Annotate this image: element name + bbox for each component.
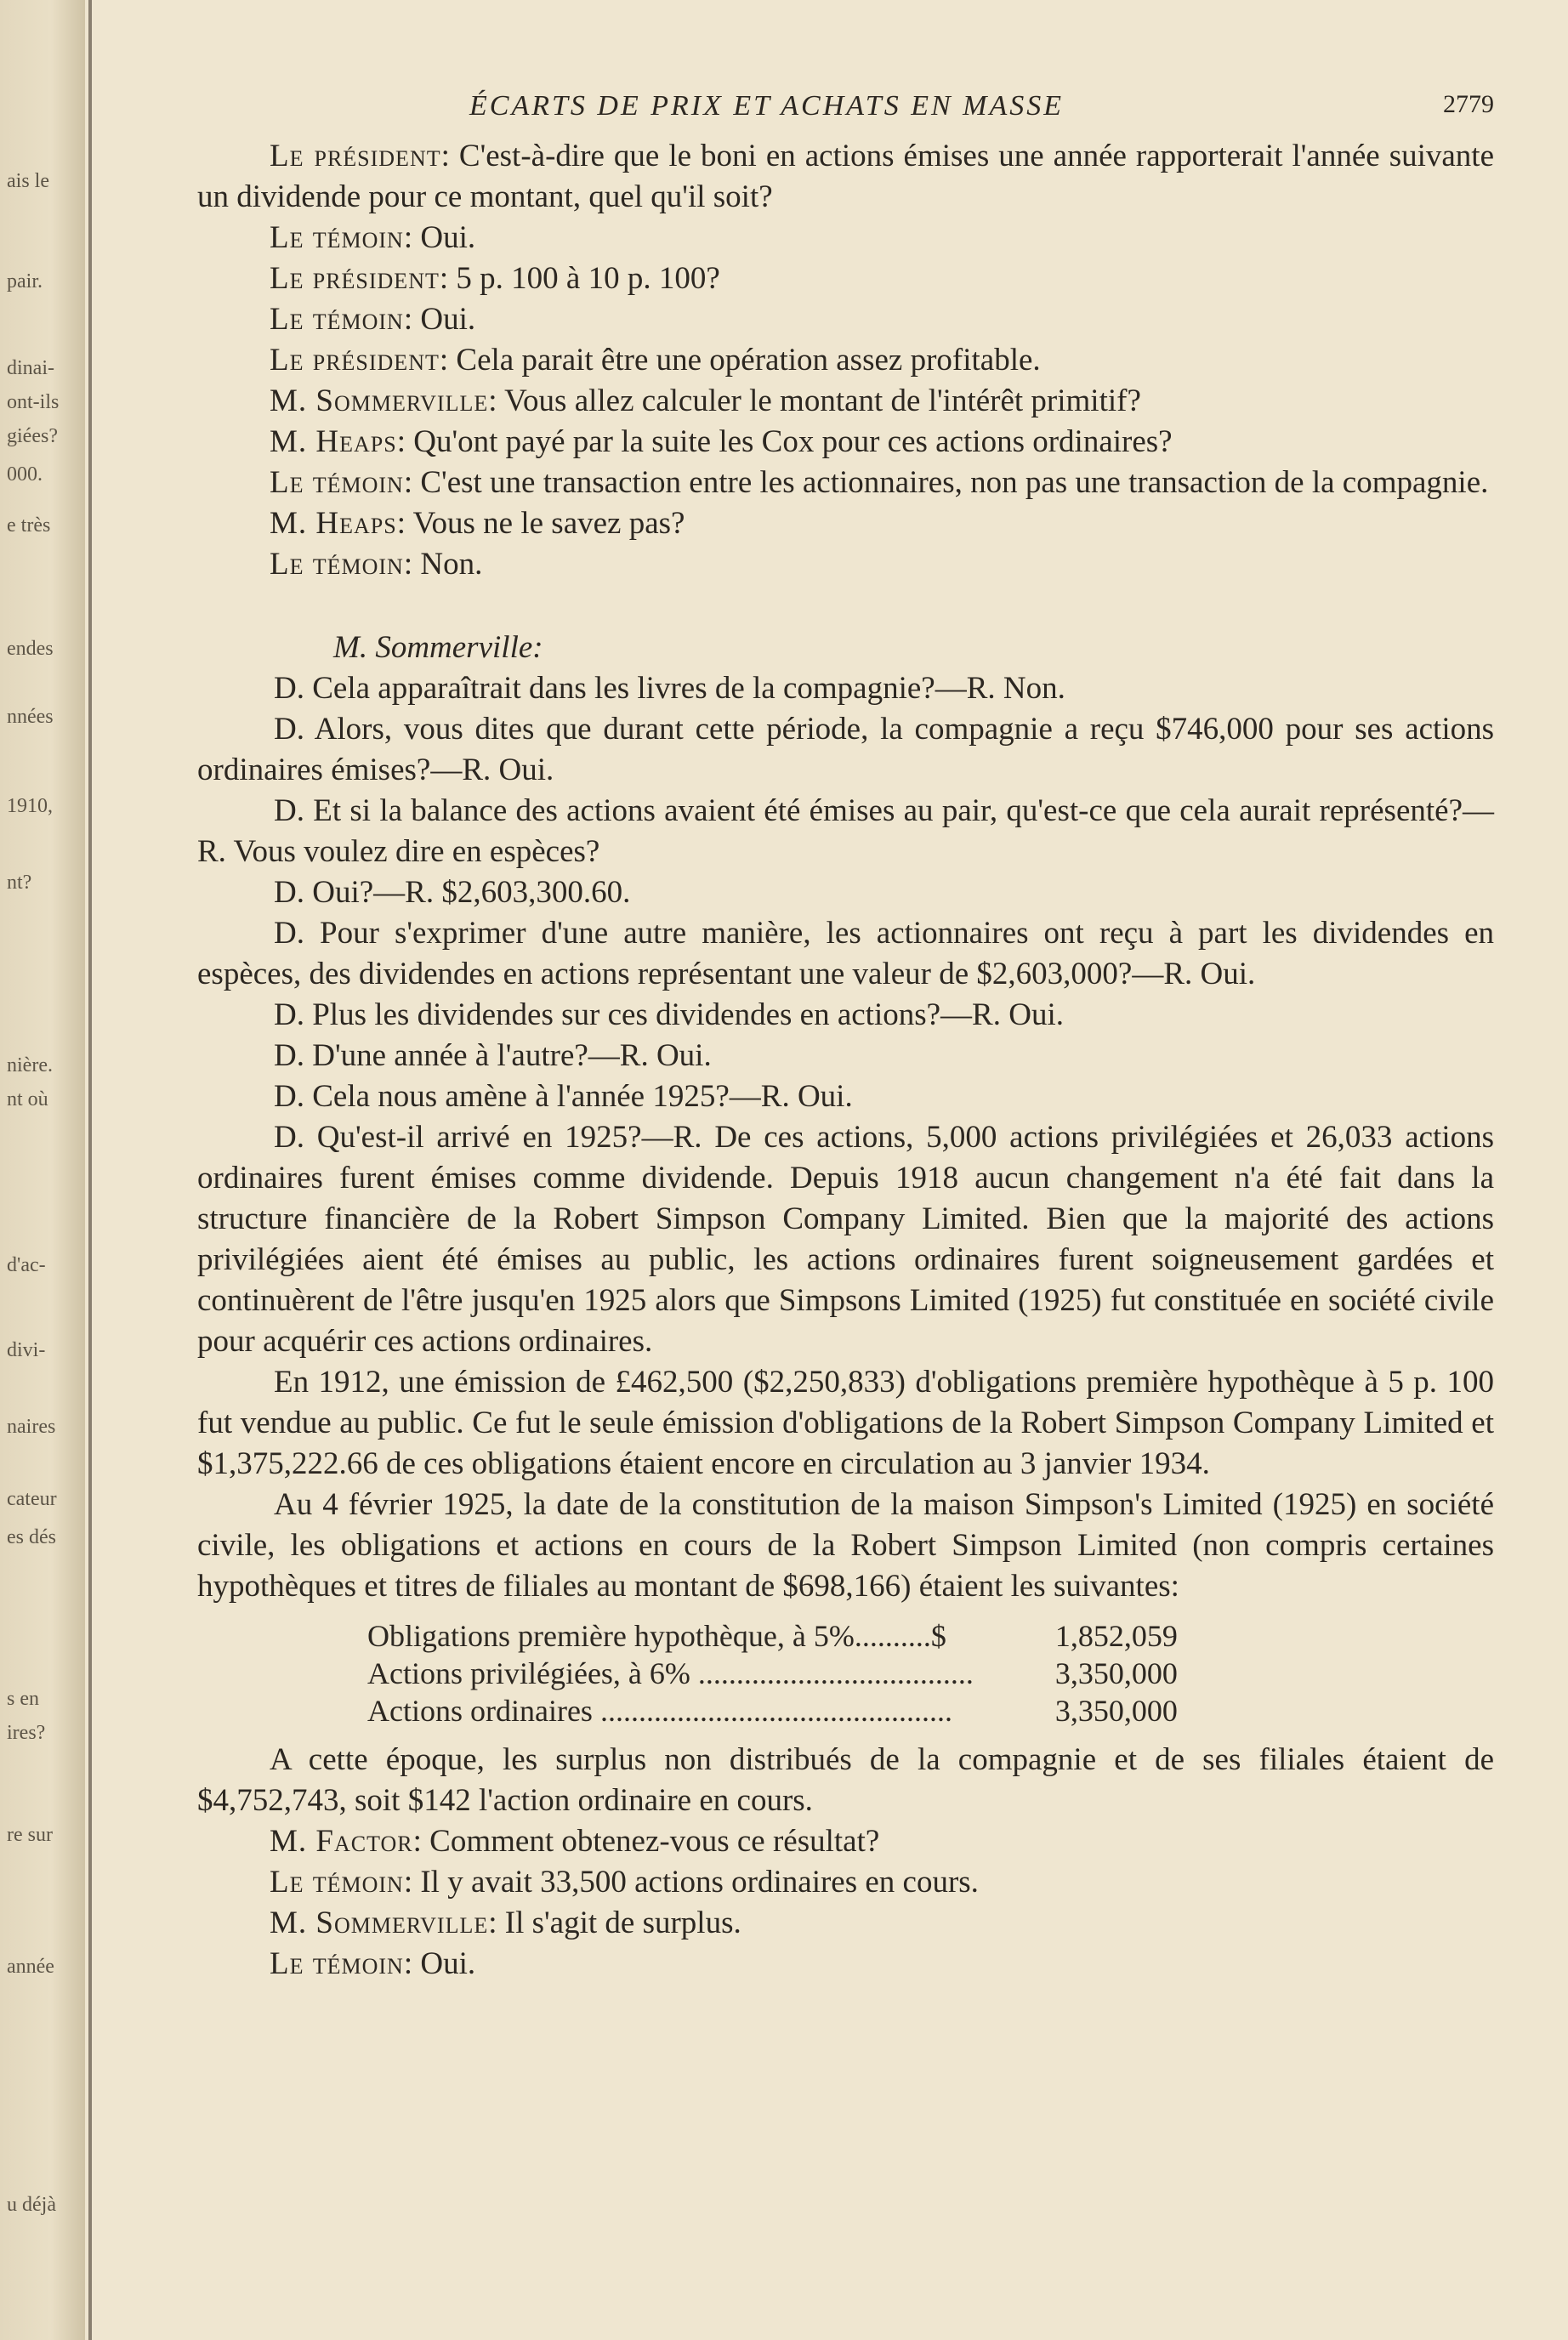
dialogue-line: M. Factor: Comment obtenez-vous ce résultat? [270,1824,880,1859]
utterance: 5 p. 100 à 10 p. 100? [456,261,720,296]
utterance: Vous ne le savez pas? [412,506,685,541]
qa-line: D. Cela apparaîtrait dans les livres de la compagnie?—R. Non. [274,671,1065,706]
qa-line: Au 4 février 1925, la date de la constitution de la maison Simpson's Limited (1925) en société civile, les obligations et actions en cours de la Robert Simpson Limited (non compris certaines hypothèques et titres de filiales au montant de $698,166) étaient les suivantes: [197,1487,1494,1604]
utterance: Il y avait 33,500 actions ordinaires en cours. [420,1865,979,1900]
speaker: Le témoin [270,1946,404,1981]
table-row [367,1655,1178,1692]
gutter-fragment: nt où [7,1088,48,1110]
page-number: 2779 [1443,90,1494,118]
gutter-fragment: ont-ils [7,391,60,413]
utterance: Qu'ont payé par la suite les Cox pour ces actions ordinaires? [413,424,1173,459]
utterance: Vous allez calculer le montant de l'intérêt primitif? [504,383,1141,418]
securities-table [367,1617,1178,1729]
dialogue-line: Le témoin: Non. [270,547,483,582]
speaker: M. Heaps [270,424,397,459]
dialogue-line: Le témoin: Oui. [270,220,476,255]
question-answer-block [197,668,1494,1607]
dialogue-line: Le témoin: Oui. [270,1946,476,1981]
qa-line: D. Alors, vous dites que durant cette période, la compagnie a reçu $746,000 pour ses actions ordinaires émises?—R. Oui. [197,712,1494,787]
dialogue-line: Le témoin: Il y avait 33,500 actions ordinaires en cours. [270,1865,979,1900]
table-cell-value: 3,350,000 [1054,1656,1178,1690]
speaker: M. Sommerville [270,1906,489,1940]
speaker: Le témoin [270,220,404,255]
gutter-fragment: nt? [7,872,32,894]
speaker: Le président [270,261,440,296]
dialogue-bottom [197,1821,1494,1985]
running-title: ÉCARTS DE PRIX ET ACHATS EN MASSE [469,90,1065,122]
dialogue-line: Le président: Cela parait être une opération assez profitable. [270,343,1041,378]
utterance: Oui. [420,220,476,255]
dialogue-line: M. Sommerville: Il s'agit de surplus. [270,1906,741,1940]
dialogue-line: Le témoin: C'est une transaction entre les actionnaires, non pas une transaction de la compagnie. [270,465,1489,500]
speaker: Le témoin [270,465,404,500]
gutter-fragment: divi- [7,1339,46,1361]
dialogue-line: Le président: 5 p. 100 à 10 p. 100? [270,261,720,296]
gutter-fragment: re sur [7,1824,53,1846]
gutter-fragment: ires? [7,1722,46,1744]
gutter-fragment: e très [7,514,51,537]
page-body [197,136,1494,1985]
gutter-fragment: année [7,1956,54,1978]
table-row [367,1617,1178,1655]
qa-line: D. Pour s'exprimer d'une autre manière, les actionnaires ont reçu à part les dividendes en espèces, des dividendes en actions représentant une valeur de $2,603,000?—R. Oui. [197,916,1494,991]
gutter-fragment: 1910, [7,795,53,817]
gutter-fragment: cateur [7,1488,57,1510]
qa-line: D. Qu'est-il arrivé en 1925?—R. De ces actions, 5,000 actions privilégiées et 26,033 actions ordinaires furent émises comme dividende. Depuis 1918 aucun changement n'a été fait dans la structure financière de la Robert Simpson Company Limited. Bien que la majorité des actions privilégiées aient été émises au public, les actions ordinaires furent soigneusement gardées et continuèrent de l'être jusqu'en 1925 alors que Simpsons Limited (1925) fut constituée en société civile pour acquérir ces actions ordinaires. [197,1120,1494,1359]
table-cell-label: Actions privilégiées, à 6% .................................... [367,1656,974,1690]
speaker: Le témoin [270,302,404,337]
dialogue-line: M. Heaps: Vous ne le savez pas? [270,506,685,541]
gutter-fragment: endes [7,638,54,660]
table-cell-label: Obligations première hypothèque, à 5%..........$ [367,1619,946,1653]
utterance: Cela parait être une opération assez profitable. [456,343,1041,378]
gutter-fragment: ais le [7,170,49,192]
gutter-fragment: nnées [7,706,54,728]
speaker: Le témoin [270,1865,404,1900]
gutter-fragment: u déjà [7,2194,56,2216]
utterance: Oui. [420,302,476,337]
utterance: Non. [420,547,483,582]
speaker: Le témoin [270,547,404,582]
dialogue-line: M. Sommerville: Vous allez calculer le montant de l'intérêt primitif? [270,383,1141,418]
qa-line: D. D'une année à l'autre?—R. Oui. [274,1038,712,1073]
previous-page-gutter [0,0,85,2340]
qa-line: D. Et si la balance des actions avaient été émises au pair, qu'est-ce que cela aurait représenté?—R. Vous voulez dire en espèces? [197,793,1494,869]
utterance: C'est une transaction entre les actionnaires, non pas une transaction de la compagnie. [420,465,1489,500]
table-row [367,1692,1178,1729]
qa-line: D. Plus les dividendes sur ces dividendes en actions?—R. Oui. [274,997,1064,1032]
qa-line: En 1912, une émission de £462,500 ($2,250,833) d'obligations première hypothèque à 5 p. 100 fut vendue au public. Ce fut le seule émission d'obligations de la Robert Simpson Company Limited et $1,375,222.66 de ces obligations étaient encore en circulation au 3 janvier 1934. [197,1365,1494,1481]
dialogue-top [197,136,1494,585]
speaker: M. Heaps [270,506,397,541]
gutter-fragment: dinai- [7,357,54,379]
gutter-fragment: nière. [7,1054,53,1076]
closing-paragraph: A cette époque, les surplus non distribués de la compagnie et de ses filiales étaient de $4,752,743, soit $142 l'action ordinaire en cours. [197,1742,1494,1818]
gutter-fragment: s en [7,1688,39,1710]
gutter-fragment: d'ac- [7,1254,46,1276]
page-header [197,85,1494,136]
dialogue-line: Le président: C'est-à-dire que le boni en actions émises une année rapporterait l'année suivante un dividende pour ce montant, quel qu'il soit? [197,139,1494,214]
gutter-fragment: 000. [7,463,43,486]
speaker: M. Factor [270,1824,413,1859]
utterance: C'est-à-dire que le boni en actions émises une année rapporterait l'année suivante un dividende pour ce montant, quel qu'il soit? [197,139,1494,214]
section-label: M. Sommerville: [333,630,543,665]
qa-line: D. Oui?—R. $2,603,300.60. [274,875,631,910]
table-cell-value: 1,852,059 [1054,1619,1178,1653]
binding-edge [88,0,92,2340]
dialogue-line: M. Heaps: Qu'ont payé par la suite les Cox pour ces actions ordinaires? [270,424,1173,459]
book-page [197,85,1494,1985]
utterance: Il s'agit de surplus. [504,1906,741,1940]
gutter-fragment: pair. [7,270,43,292]
speaker: Le président [270,343,440,378]
gutter-fragment: giées? [7,425,58,447]
utterance: Oui. [420,1946,476,1981]
gutter-fragment: es dés [7,1526,56,1548]
utterance: Comment obtenez-vous ce résultat? [429,1824,880,1859]
speaker: Le président [270,139,441,173]
table-cell-label: Actions ordinaires .............................................. [367,1694,952,1728]
gutter-fragment: naires [7,1416,56,1438]
dialogue-line: Le témoin: Oui. [270,302,476,337]
qa-line: D. Cela nous amène à l'année 1925?—R. Oui. [274,1079,853,1114]
table-cell-value: 3,350,000 [1054,1694,1178,1728]
speaker: M. Sommerville [270,383,489,418]
